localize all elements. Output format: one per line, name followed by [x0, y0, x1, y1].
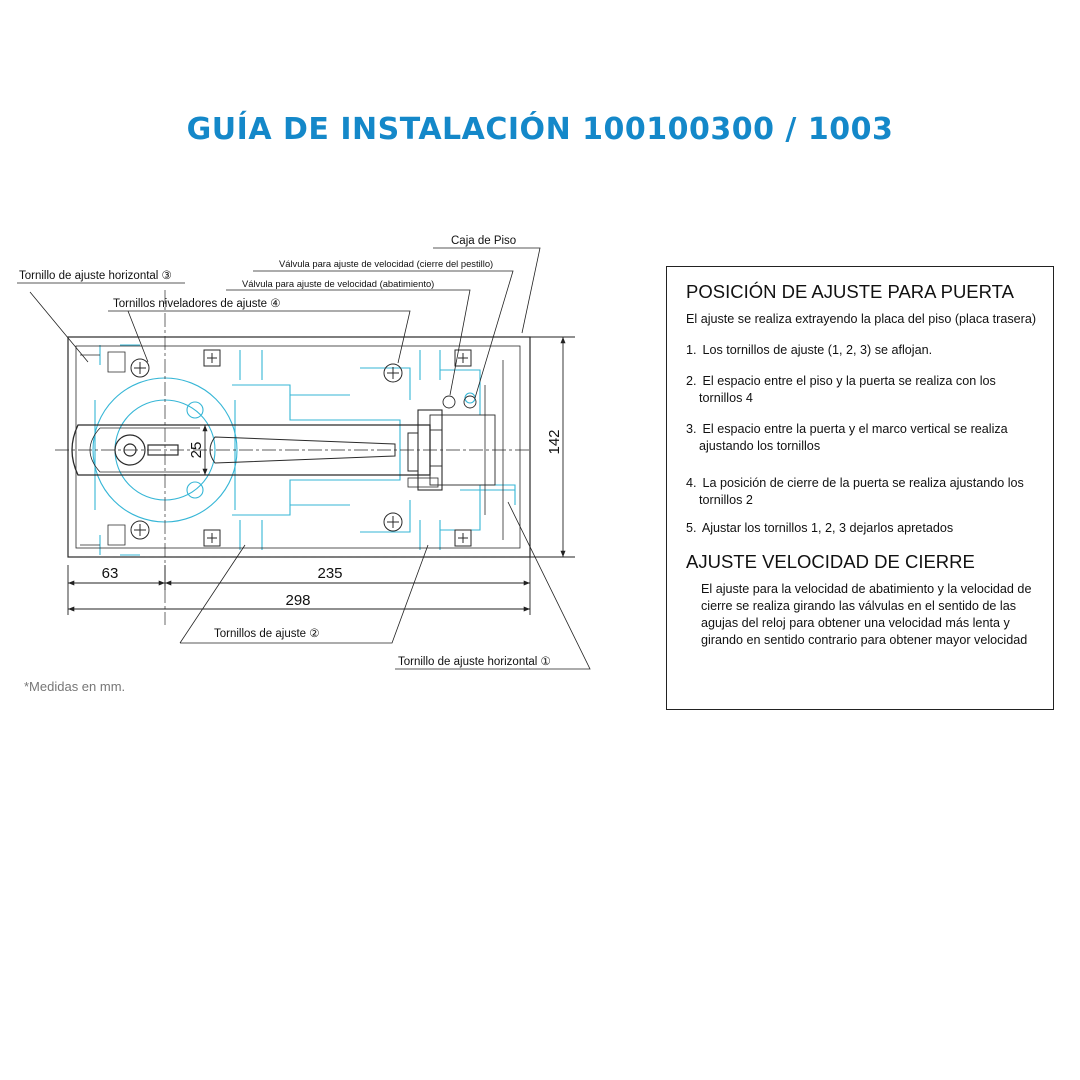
anchor-screws: [204, 350, 471, 546]
center-lines: [55, 290, 530, 625]
panel-heading-closing-speed: AJUSTE VELOCIDAD DE CIERRE: [686, 551, 975, 572]
list-item: [686, 520, 1037, 537]
dim-63: 63: [101, 565, 119, 582]
step-text: Ajustar los tornillos 1, 2, 3 dejarlos apretados: [701, 521, 954, 535]
label-horizontal-screw-1: Tornillo de ajuste horizontal ①: [398, 656, 551, 668]
page-title: GUÍA DE INSTALACIÓN 100100300 / 1003: [186, 112, 894, 147]
step-number: 5.: [686, 521, 697, 535]
adjustment-steps-list: [686, 342, 1037, 537]
dim-298: 298: [285, 592, 311, 609]
label-speed-valve-swing: Válvula para ajuste de velocidad (abatimiento): [242, 278, 435, 289]
step-text: Los tornillos de ajuste (1, 2, 3) se aflojan.: [702, 343, 933, 357]
label-leveling-screws-4: Tornillos niveladores de ajuste ④: [113, 298, 281, 310]
list-item: [686, 421, 1037, 455]
step-text: El espacio entre la puerta y el marco vertical se realiza ajustando los tornillos: [699, 422, 1008, 453]
speed-valves: [443, 396, 476, 408]
label-adjust-screws-2: Tornillos de ajuste ②: [214, 628, 320, 640]
leveling-screws: [80, 352, 402, 545]
dim-25: 25: [188, 441, 205, 459]
adjustment-instructions-panel: [666, 266, 1054, 710]
units-note: *Medidas en mm.: [24, 679, 126, 694]
dim-142: 142: [546, 429, 563, 455]
list-item: [686, 373, 1037, 407]
panel-heading-door-position: POSICIÓN DE AJUSTE PARA PUERTA: [686, 281, 1014, 302]
label-speed-valve-latch: Válvula para ajuste de velocidad (cierre del pestillo): [279, 258, 494, 269]
step-number: 1.: [686, 343, 697, 357]
list-item: [686, 342, 1037, 359]
dim-235: 235: [317, 565, 343, 582]
step-number: 2.: [686, 374, 697, 388]
panel-speed-text: El ajuste para la velocidad de abatimiento y la velocidad de cierre se realiza girando las válvulas en el sentido de las agujas del reloj para obtener una velocidad más lenta y girando en sentido contrario para obtener mayor velocidad: [701, 582, 1032, 647]
step-text: El espacio entre el piso y la puerta se realiza con los tornillos 4: [699, 374, 996, 405]
label-horizontal-screw-3: Tornillo de ajuste horizontal ③: [19, 270, 172, 282]
label-floor-box: Caja de Piso: [451, 235, 517, 247]
step-number: 4.: [686, 476, 697, 490]
list-item: [686, 475, 1037, 509]
step-text: La posición de cierre de la puerta se realiza ajustando los tornillos 2: [699, 476, 1024, 507]
step-number: 3.: [686, 422, 697, 436]
panel-intro: El ajuste se realiza extrayendo la placa del piso (placa trasera): [686, 312, 1037, 326]
